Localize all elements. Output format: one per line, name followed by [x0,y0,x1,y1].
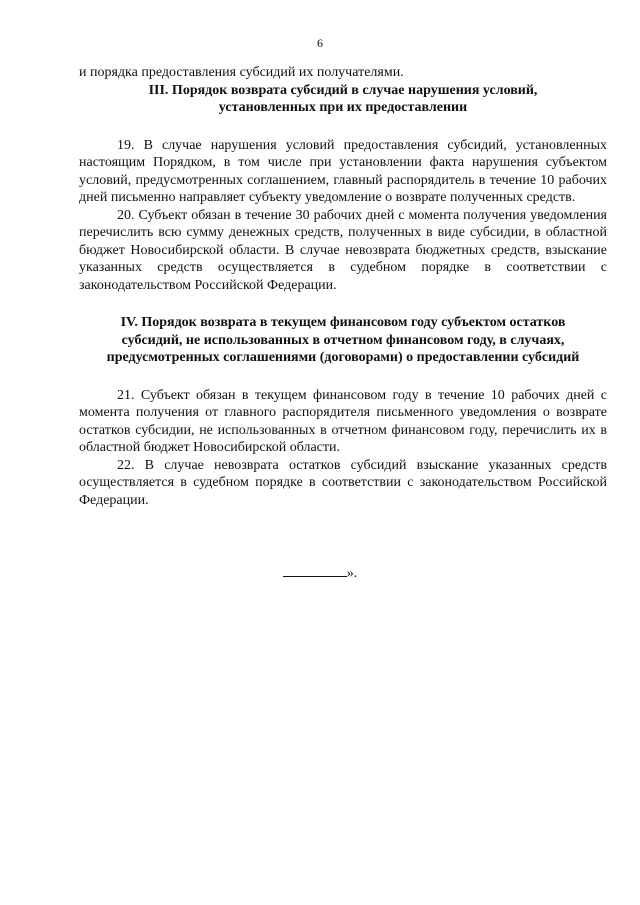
end-quote: ». [346,566,358,581]
end-underline [283,562,347,577]
paragraph-19: 19. В случае нарушения условий предоставления субсидий, установленных настоящим Порядком, в том числе при установлении факта нарушения субъектом условий, предусмотренных соглашением, главный распорядитель в течение 10 рабочих дней письменно направляет субъекту уведомление о возврате полученных средств. [79,137,607,205]
section-4-heading-line-2: субсидий, не использованных в отчетном финансовом году, в случаях, [121,332,565,348]
paragraph-22: 22. В случае невозврата остатков субсидий взыскание указанных средств осуществляется в судебном порядке в соответствии с законодательством Российской Федерации. [79,457,607,508]
section-4-heading-line-3: предусмотренных соглашениями (договорами) о предоставлении субсидий [106,350,580,365]
continuation-line: и порядка предоставления субсидий их получателями. [79,65,404,80]
document-end-mark [0,562,640,582]
section-3-heading [79,82,607,117]
paragraph-20: 20. Субъект обязан в течение 30 рабочих дней с момента получения уведомления перечислить всю сумму денежных средств, полученных в виде субсидии, в областной бюджет Новосибирской области. В случае невозврата бюджетных средств, взыскание указанных средств осуществляется в судебном порядке в соответствии с законодательством Российской Федерации. [79,207,607,293]
section-4-heading [79,314,607,367]
document-body [79,64,607,509]
page-number: 6 [317,36,323,50]
paragraph-21: 21. Субъект обязан в текущем финансовом году в течение 10 рабочих дней с момента получения от главного распорядителя письменного уведомления о возврате остатков субсидии, не использованных в отчетном финансовом году, перечислить их в областной бюджет Новосибирской области. [79,387,607,455]
section-4-heading-line-1: IV. Порядок возврата в текущем финансовом году субъектом остатков [120,315,566,330]
section-3-heading-line-2: установленных при их предоставлении [218,100,468,115]
section-3-heading-line-1: III. Порядок возврата субсидий в случае нарушения условий, [148,82,538,98]
